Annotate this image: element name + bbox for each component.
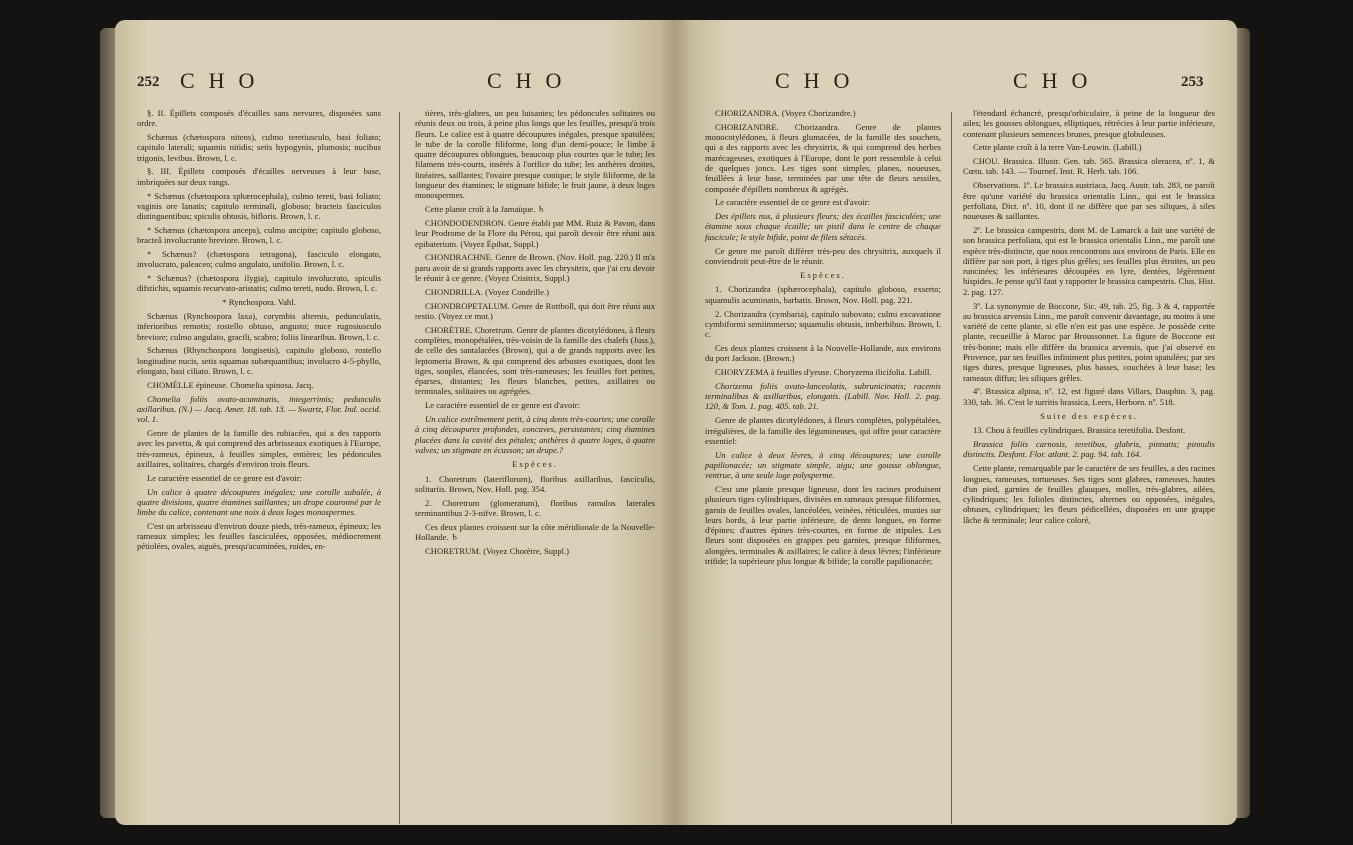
left-running-head-1: CHO: [180, 68, 269, 93]
paragraph: CHOMÉLLE épineuse. Chomelia spinosa. Jacq.: [147, 379, 314, 390]
left-running-head-2: CHO: [487, 68, 576, 93]
paragraph: Genre de plantes de la famille des rubiacées, qui a des rapports avec les pavetta, & qui comprend des arbrisseaux exotiques à l'Europe, très-rameux, épineux, à feuilles simples, entières; les pédoncules axillaires, solitaires, chargés d'environ trois fleurs.: [137, 428, 381, 469]
column-rule: [951, 112, 952, 824]
paragraph: CHOU. Brassica. Illustr. Gen. tab. 565. Brassica oleracea, nº. 1, & Cœtu. tab. 143. — Tournef. Inst. R. Herb. tab. 106.: [963, 156, 1215, 177]
paragraph: Le caractère essentiel de ce genre est d'avoir:: [425, 400, 580, 411]
left-page-number: 252: [137, 74, 160, 90]
paragraph: 1. Chorizandra (sphærocephala), capitulo globoso, exserto; squamulis acuminatis, barbatis. Brown, Nov. Holl. pag. 221.: [705, 284, 941, 305]
paragraph: Chomelia foliis ovato-acuminatis, integerrimis; pedunculis axillaribus. (N.) — Jacq. Amer. 18. tab. 13. — Swartz, Flor. Ind. occid. vol. 1.: [137, 393, 381, 425]
paragraph: Espèces.: [800, 270, 846, 281]
paragraph: l'étendard échancré, presqu'orbiculaire, à peine de la longueur des ailes; les gousses oblongues, elliptiques, rétrécies à leur partie inférieure, contenant plusieurs semences brunes, presque globuleuses.: [963, 108, 1215, 139]
paragraph: CHONDODENDRON. Genre établi par MM. Ruiz & Pavon, dans leur Prodrome de la Flore du Pérou, qui paroît devoir être réuni aux epibaterium. (Voyez Épibat, Suppl.): [415, 217, 655, 249]
right-running-head-1: CHO: [775, 68, 864, 93]
paragraph: * Rynchospora. Vahl.: [222, 297, 296, 308]
paragraph: Le caractère essentiel de ce genre est d'avoir:: [147, 472, 302, 483]
paragraph: CHORYZEMA à feuilles d'yeuse. Choryzema ilicifolia. Labill.: [715, 367, 932, 378]
paragraph: C'est un arbrisseau d'environ douze pieds, très-rameux, épineux; les rameaux simples; les feuilles fasciculées, opposées, médiocrement pétiolées, ovales, aiguës, presqu'acuminées, roides, en-: [137, 520, 381, 552]
paragraph: Un calice à deux lèvres, à cinq découpures; une corolle papilionacée; un stigmate simple, aigu; une gousse oblongue, ventrue, à une seule loge polysperme.: [705, 449, 941, 481]
paragraph: CHONDROPETALUM. Genre de Rottboll, qui doit être réuni aux restio. (Voyez ce mot.): [415, 300, 655, 321]
paragraph: 13. Chou à feuilles cylindriques. Brassica teretifolia. Desfont.: [973, 425, 1186, 436]
paragraph: Schænus (Rhynchospora longisetis), capitulo globoso, rostello longitudine nucis, setis squamas subæquantibus; involucro 4-5-phyllo, elongato, basi ciliato. Brown, l. c.: [137, 345, 381, 377]
paragraph: Brassica foliis carnosis, teretibus, glabris, pinnatis; pinnulis distinctis. Desfont. Flor. atlant. 2. pag. 94. tab. 164.: [963, 439, 1215, 460]
paragraph: CHORETRUM. (Voyez Chorètre, Suppl.): [425, 545, 570, 556]
paragraph: §. II. Épillets composés d'écailles sans nervures, disposées sans ordre.: [137, 108, 381, 129]
paragraph: Schænus (chætospora nitens), culmo teretiusculo, basi foliato; capitulo laterali; squamis nitidis; setis hypogynis, plumosis; nucibus trigonis, levibus. Brown, l. c.: [137, 132, 381, 163]
paragraph: Schænus (Rynchospora laxa), corymbis alternis, pedunculatis, inferioribus remotis; rostello obtuso, angusto; nuce rugosiusculo breviore; culmo angulato, gracili, scabro; foliis linearibus. Brown, l. c.: [137, 311, 381, 342]
paragraph: C'est une plante presque ligneuse, dont les racines produisent plusieurs tiges cylindriques, divisées en rameaux presque filiformes, garnis de feuilles ovales, lancéolées, veinées, réticulées, munies sur leurs bords, à leur partie inférieure, de dents longues, en forme d'épines; d'autres épines très-courtes, en forme de stipules. Les fleurs sont disposées en grappes peu garnies, presque filiformes, alongées, terminales & axillaires; le calice à deux lèvres; l'inférieure trifide; la supérieure plus longue & bifide; la corolle papilionacée;: [705, 484, 941, 567]
paragraph: Cette plante, remarquable par le caractère de ses feuilles, a des racines longues, rameuses, tortueuses. Ses tiges sont glabres, rameuses, hautes d'un pied, garnies de feuilles glauques, molles, très-glabres, ailées, cylindriques; les folioles distinctes, alternes ou opposées, inégales, obtuses, cylindriques; les fleurs pédicellées, disposées en une grappe lâche & terminale; leur calice coloré,: [963, 463, 1215, 525]
paragraph: * Schænus? (chætospora tetragona), fasciculo elongato, involucrato, paleaceo; culmo angulato, unifolio. Brown, l. c.: [137, 249, 381, 270]
paragraph: CHORIZANDRA. (Voyez Chorizandre.): [715, 108, 856, 118]
paragraph: tières, très-glabres, un peu luisantes; les pédoncules solitaires ou réunis deux ou trois, à peine plus longs que les feuilles, presqu'à trois fleurs. Le calice est à quatre découpures inégales, presque spatulées; le tube de la corolle filiforme, long d'un demi-pouce; le limbe à quatre découpures oblongues, beaucoup plus courtes que le tube; les filamens très-courts, insérés à l'orifice du tube; les anthères droites, linéaires, saillantes; l'ovaire presque conique; le style filiforme, de la longueur des étamines; le stigmate bifide; le fruit jaune, à deux loges monospermes.: [415, 108, 655, 201]
right-column-2: [963, 108, 1215, 528]
paragraph: 2. Choretrum (glomeratum), floribus ramulos laterales terminantibus 2-3-nifve. Brown, l. c.: [415, 497, 655, 518]
left-page-header: [115, 68, 675, 98]
paragraph: Ces deux plantes croissent sur la côte méridionale de la Nouvelle-Hollande. ♄: [415, 521, 655, 542]
paragraph: CHONDRILLA. (Voyez Condrille.): [425, 286, 549, 297]
paragraph: Cette plante croît à la Jamaïque. ♄: [425, 204, 546, 215]
paragraph: Suite des espèces.: [1040, 411, 1138, 422]
paragraph: 1. Choretrum (lateriflorum), floribus axillaribus, fasciculis, solitariis. Brown, Nov. Holl. pag. 354.: [415, 473, 655, 494]
left-column-1: [137, 108, 381, 555]
paragraph: Ce genre me paroît différer très-peu des chrysitrix, auxquels il conviendroit peut-être de le réunir.: [705, 245, 941, 266]
paragraph: 2. Chorizandra (cymbaria), capitulo subovato; culmi excavatione cymbiformi semiimmerso; squamulis obtusis, imberbibus. Brown, l. c.: [705, 308, 941, 340]
paragraph: Cette plante croît à la terre Van-Leuwin. (Labill.): [973, 142, 1142, 153]
paragraph: Le caractère essentiel de ce genre est d'avoir:: [715, 197, 870, 208]
paragraph: 2º. Le brassica campestris, dont M. de Lamarck a fait une variété de son brassica perfoliata, qui est le brassica orientalis Linn., me paroît une espèce très-distincte, que nous rencontrons aux environs de Paris. Elle en diffère par son port, à tiges plus grêles; ses feuilles plus étroites, un peu runcinées; les inférieures découpées en lyre, dentées, légèrement hispides. Je pense qu'il faut y rapporter le brassica campestris. Clus. Hist. 2. pag. 127.: [963, 224, 1215, 297]
paragraph: 4º. Brassica alpina, nº. 12, est figuré dans Villars, Dauphin. 3, pag. 330, tab. 36. C'est le turritis brassica, Leers, Herborn. nº. 518.: [963, 386, 1215, 407]
paragraph: CHORIZANDRE. Chorizandra. Genre de plantes monocotylédones, à fleurs glumacées, de la famille des souchets, qui a des rapports avec les chrysitrix, & qui comprend des herbes marécageuses, exotiques à l'Europe, dont le port ressemble à celui de quelques joncs. Les tiges sont simples, planes, noueuses, feuillées à leur base, terminées par une tête de fleurs sessiles, composée d'épillets nombreux & agrégés.: [705, 121, 941, 194]
right-page-header: [675, 68, 1237, 98]
right-page: [675, 20, 1237, 825]
paragraph: Observations. 1º. Le brassica austriaca, Jacq. Austr. tab. 283, ne paroît être qu'une variété du brassica orientalis Linn., qui est le brassica perfoliata, Dict. nº. 10, dont il ne diffère que par ses siliques, à siles noueuses & saillantes.: [963, 180, 1215, 222]
paragraph: Chorizema foliis ovato-lanceolatis, subrunicinatis; racemis terminalibus & axillaribus, elongatis. (Labill. Nov. Holl. 2. pag. 120, & Tom. 1. pag. 405. tab. 21.: [705, 380, 941, 412]
paragraph: * Schænus (chætospora sphærocephala), culmo tereti, basi foliato; vaginis ore lanatis; capitulo terminali, globoso; bracteis fasciculos distinguentibus; spiculis obtusis, bifloris. Brown, l. c.: [137, 190, 381, 222]
paragraph: * Schænus? (chætospora ilygia), capitulo involucrato, spiculis difstichis, squamis recurvato-aristatis; culmo tereti, nudo. Brown, l. c.: [137, 273, 381, 294]
paragraph: Ces deux plantes croissent à la Nouvelle-Hollande, aux environs du port Jackson. (Brown.): [705, 342, 941, 364]
left-page-edges: [100, 28, 116, 818]
paragraph: CHONDRACHNE. Genre de Brown. (Nov. Holl. pag. 220.) Il m'a paru avoir de si grands rapports avec les chrysitrix, que j'ai cru devoir le réunir à ce genre. (Voyez Crisitrix, Suppl.): [415, 252, 655, 283]
right-page-edges: [1236, 28, 1250, 818]
paragraph: 3º. La synonymie de Boccone, Sic. 49, tab. 25, fig. 3 & 4, rapportée au brassica arvensis Linn., me paroît convenir davantage, au moins à une variété de cette plante, si elle n'en est pas une espèce. Je possède cette plante, recueillie à Maroc par Broussonnet. La figure de Boccone est très-bonne; mais elle diffère du brassica arvensis, que j'ai observé en Provence, par ses feuilles infiniment plus petites, point spatulées; par ses tiges dures, presque ligneuses, plus basses, couchées à leur base; les rameaux diffus; les siliques grêles.: [963, 300, 1215, 383]
right-running-head-2: CHO: [1013, 68, 1102, 93]
left-column-2: [415, 108, 655, 560]
paragraph: Genre de plantes dicotylédones, à fleurs complètes, polypétalées, irrégulières, de la famille des légumineuses, qui offre pour caractère essentiel:: [705, 415, 941, 446]
paragraph: Un calice extrêmement petit, à cinq dents très-courtes; une corolle à cinq découpures profondes, concaves, persistantes; cinq étamines placées dans la cavité des pétales; anthères à quatre loges, à quatre valves; un stigmate en écusson; un drupe.?: [415, 414, 655, 455]
right-page-number: 253: [1181, 74, 1204, 90]
paragraph: * Schænus (chætospora anceps), culmo ancipite; capitulo globoso, bracteâ involucrante breviore. Brown, l. c.: [137, 224, 381, 246]
paragraph: §. III. Épillets composés d'écailles nerveuses à leur base, imbriquées sur deux rangs.: [137, 166, 381, 187]
right-column-1: [705, 108, 941, 570]
paragraph: Des épillets nus, à plusieurs fleurs; des écailles fasciculées; une étamine sous chaque écaille; un pistil dans le centre de chaque fascicule; le style bifide, point de filets sétacés.: [705, 211, 941, 242]
column-rule: [399, 112, 400, 824]
paragraph: Un calice à quatre découpures inégales; une corolle subulée, à quatre divisions, quatre étamines saillantes; un drupe couronné par le limbe du calice, contenant une noix à deux loges monospermes.: [137, 486, 381, 518]
paragraph: Espèces.: [512, 459, 558, 470]
left-page: [115, 20, 675, 825]
paragraph: CHORÈTRE. Choretrum. Genre de plantes dicotylédones, à fleurs complètes, monopétalées, très-voisin de la famille des chalefs (Juss.), de celle des santalacées (Brown), qui a de grands rapports avec les leptomeria Brown, & qui comprend des arbustes exotiques, dont les tiges, souples, élancées, sont très-rameuses; les feuilles fort petites, éparses, distantes; les fleurs blanches, petites, axillaires ou terminales, solitaires ou agrégées.: [415, 324, 655, 397]
